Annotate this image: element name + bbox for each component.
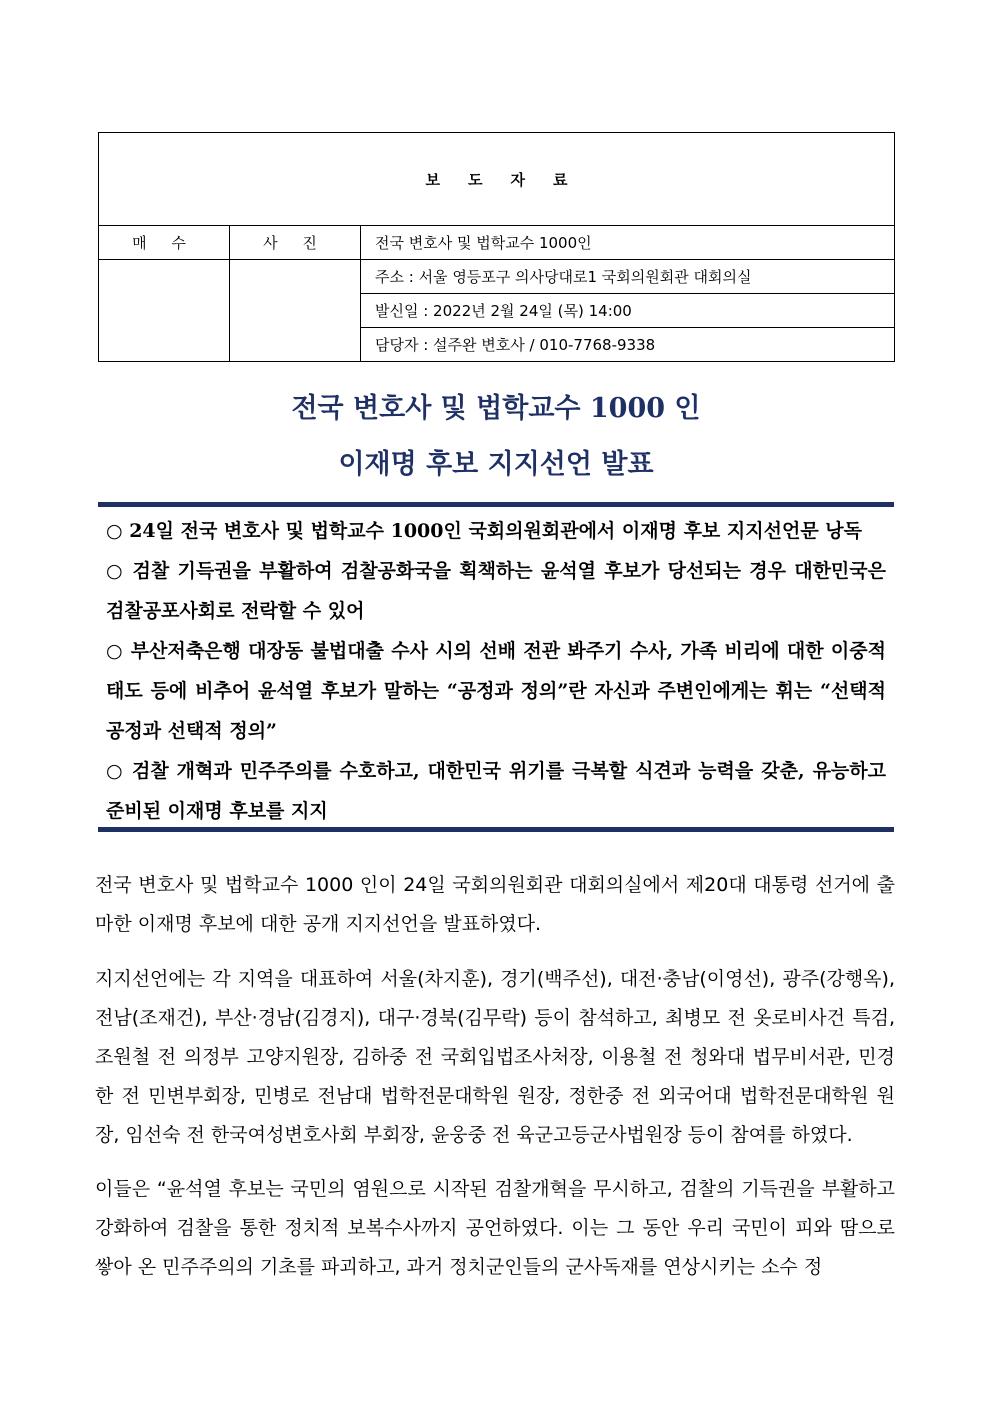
body-paragraph-2: 지지선언에는 각 지역을 대표하여 서울(차지훈), 경기(백주선), 대전·충남(이영선), 광주(강행옥), 전남(조재건), 부산·경남(김경지), 대구·경북(김무락) 등이 참석하고, 최병모 전 옷로비사건 특검, 조원철 전 의정부 고양지원장, 김하중 전 국회입법조사처장, 이용철 전 청와대 법무비서관, 민경한 전 민변부회장, 민병로 전남대 법학전문대학원 원장, 정한중 전 외국어대 법학전문대학원 원장, 임선숙 전 한국여성변호사회 부회장, 윤웅중 전 육군고등군사법원장 등이 참여를 하였다. <box>95 968 895 1146</box>
body-paragraph-3: 이들은 “윤석열 후보는 국민의 염원으로 시작된 검찰개혁을 무시하고, 검찰의 기득권을 부활하고 강화하여 검찰을 통한 정치적 보복수사까지 공언하였다. 이는 그 동안 우리 국민이 피와 땀으로 쌓아 온 민주주의의 기초를 파괴하고, 과거 정치군인들의 군사독재를 연상시키는 소수 정 <box>95 1178 895 1278</box>
meta-date: 발신일 : 2022년 2월 24일 (목) 14:00 <box>361 294 895 328</box>
label-page-count: 매 수 <box>99 226 230 260</box>
page-count-value-cell <box>99 260 230 362</box>
headline-line-2: 이재명 후보 지지선언 발표 <box>338 449 654 480</box>
summary-box <box>98 502 894 832</box>
summary-item: ○ 부산저축은행 대장동 불법대출 수사 시의 선배 전관 봐주기 수사, 가족 비리에 대한 이중적 태도 등에 비추어 윤석열 후보가 말하는 “공정과 정의”란 자신과 주변인에게는 휘는 “선택적 공정과 선택적 정의” <box>106 640 886 742</box>
meta-sender: 전국 변호사 및 법학교수 1000인 <box>361 226 895 260</box>
body-paragraph-1: 전국 변호사 및 법학교수 1000 인이 24일 국회의원회관 대회의실에서 제20대 대통령 선거에 출마한 이재명 후보에 대한 공개 지지선언을 발표하였다. <box>95 874 895 935</box>
label-photo: 사 진 <box>230 226 361 260</box>
press-release-header-table <box>98 132 895 362</box>
summary-item: ○ 검찰 개혁과 민주주의를 수호하고, 대한민국 위기를 극복할 식견과 능력을 갖춘, 유능하고 준비된 이재명 후보를 지지 <box>106 760 886 822</box>
summary-item: ○ 검찰 기득권을 부활하여 검찰공화국을 획책하는 윤석열 후보가 당선되는 경우 대한민국은 검찰공포사회로 전락할 수 있어 <box>106 560 886 622</box>
meta-contact: 담당자 : 설주완 변호사 / 010-7768-9338 <box>361 328 895 362</box>
photo-value-cell <box>230 260 361 362</box>
meta-address: 주소 : 서울 영등포구 의사당대로1 국회의원회관 대회의실 <box>361 260 895 294</box>
headline-line-1: 전국 변호사 및 법학교수 1000 인 <box>291 393 701 424</box>
summary-item: ○ 24일 전국 변호사 및 법학교수 1000인 국회의원회관에서 이재명 후보 지지선언문 낭독 <box>106 520 862 542</box>
document-title: 보도자료 <box>99 133 895 226</box>
